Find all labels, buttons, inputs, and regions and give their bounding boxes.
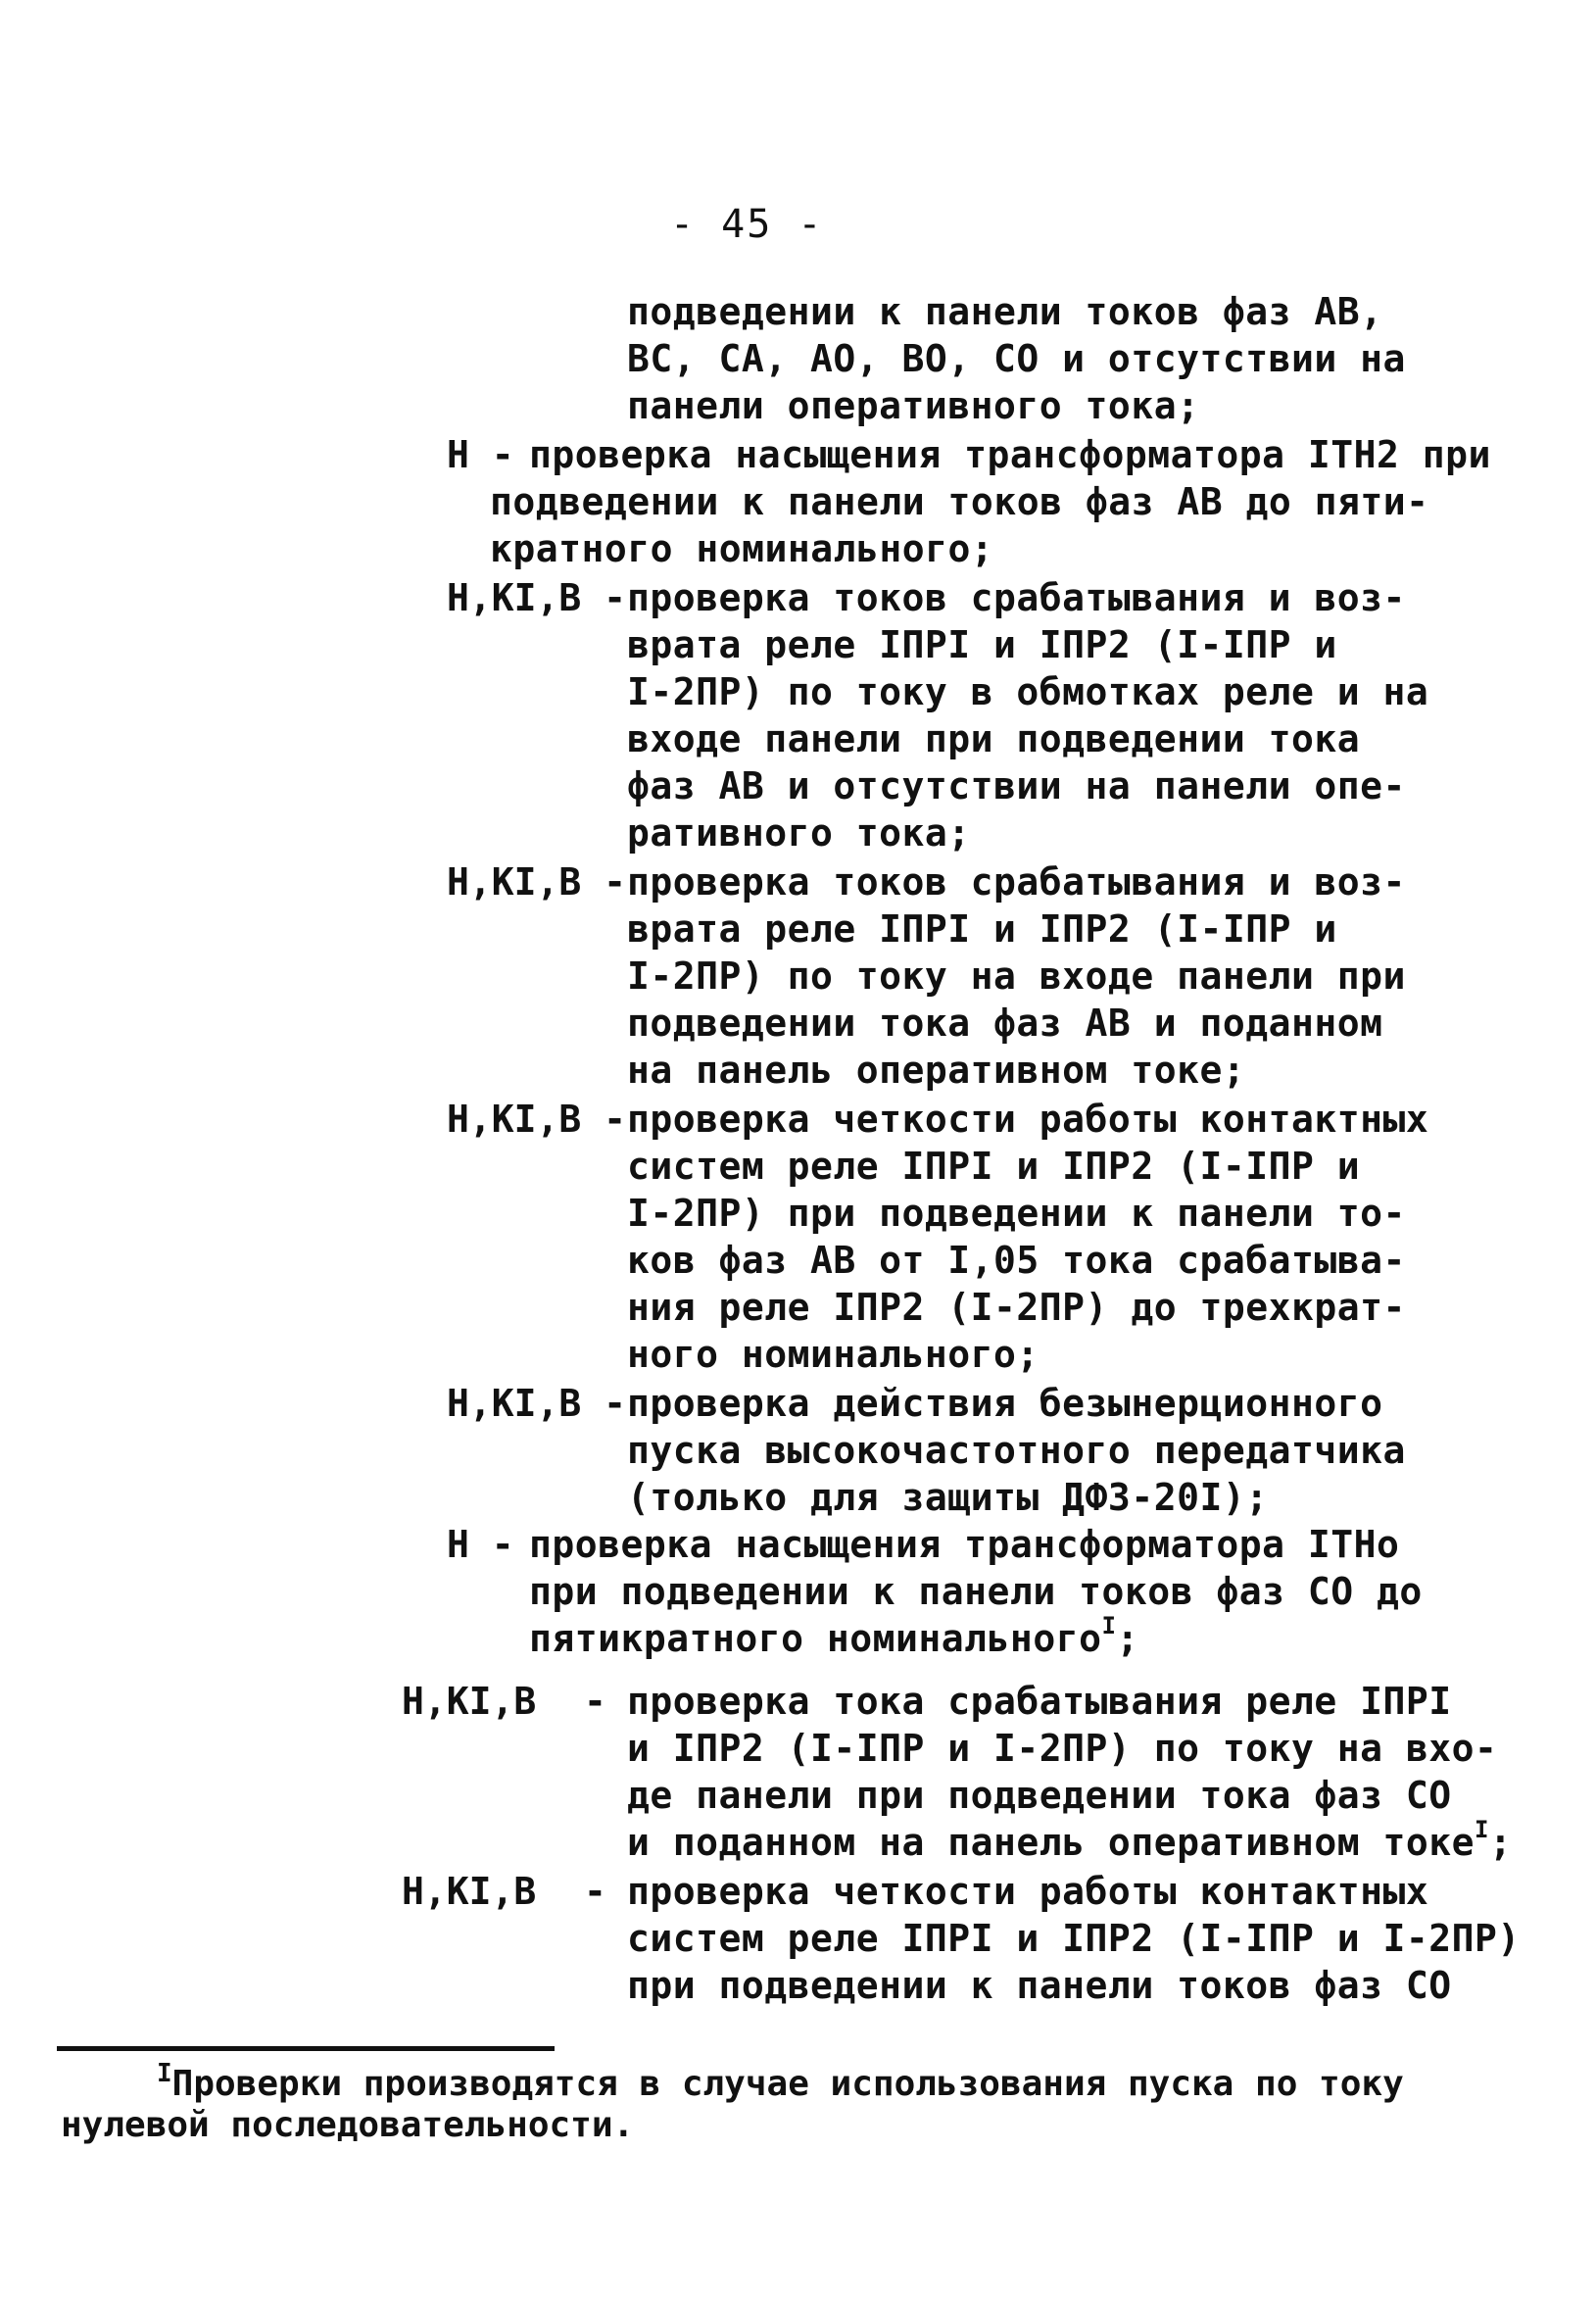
item-line: врата реле ІПРІ и ІПР2 (І-ІПР и bbox=[627, 623, 1337, 666]
item-line: проверка тока срабатывания реле ІПРІ bbox=[627, 1680, 1452, 1723]
continuation-line: панели оперативного тока; bbox=[627, 384, 1200, 427]
item-line: ративного тока; bbox=[627, 811, 971, 855]
item-line: систем реле ІПРІ и ІПР2 (І-ІПР и bbox=[627, 1145, 1361, 1188]
item-line: врата реле ІПРІ и ІПР2 (І-ІПР и bbox=[627, 907, 1337, 951]
item-code: Н,КІ,В bbox=[402, 1680, 537, 1723]
item-line: при подведении к панели токов фаз СО до bbox=[529, 1570, 1423, 1613]
item-code: Н,КІ,В - bbox=[447, 860, 627, 904]
item-line: проверка четкости работы контактных bbox=[627, 1870, 1429, 1913]
item-line: І-2ПР) по току на входе панели при bbox=[627, 954, 1406, 998]
item-line: І-2ПР) по току в обмотках реле и на bbox=[627, 670, 1429, 713]
footnote-reference: І bbox=[1474, 1816, 1489, 1843]
item-line: на панель оперативном токе; bbox=[627, 1049, 1246, 1092]
item-line: проверка токов срабатывания и воз- bbox=[627, 576, 1406, 619]
item-line: ния реле ІПР2 (І-2ПР) до трехкрат- bbox=[627, 1286, 1406, 1329]
item-line-tail: ; bbox=[1116, 1617, 1139, 1660]
item-line: (только для защиты ДФЗ-20І); bbox=[627, 1476, 1269, 1519]
item-code: Н - bbox=[447, 433, 514, 476]
footnote-mark: І bbox=[157, 2059, 172, 2088]
item-line-text: пятикратного номинального bbox=[529, 1617, 1102, 1660]
item-line: подведении к панели токов фаз АВ до пяти- bbox=[490, 480, 1429, 523]
page-number: - 45 - bbox=[670, 202, 824, 247]
item-line: проверка действия безынерционного bbox=[627, 1382, 1383, 1425]
item-code: Н,КІ,В - bbox=[447, 576, 627, 619]
footnote-line: нулевой последовательности. bbox=[61, 2105, 635, 2145]
item-line: проверка четкости работы контактных bbox=[627, 1098, 1429, 1141]
footnote-line bbox=[157, 2059, 1404, 2105]
item-line: кратного номинального; bbox=[490, 527, 994, 570]
item-line-text: и поданном на панель оперативном токе bbox=[627, 1821, 1475, 1864]
footnote-separator bbox=[57, 2046, 555, 2051]
item-line: проверка насыщения трансформатора ІТНо bbox=[529, 1523, 1400, 1566]
footnote-reference: І bbox=[1101, 1612, 1117, 1639]
item-line: проверка насыщения трансформатора ІТН2 при bbox=[529, 433, 1491, 476]
continuation-line: ВС, СА, АО, ВО, СО и отсутствии на bbox=[627, 337, 1406, 380]
item-code: Н,КІ,В - bbox=[447, 1098, 627, 1141]
item-line bbox=[529, 1612, 1139, 1662]
continuation-line: подведении к панели токов фаз АВ, bbox=[627, 290, 1383, 333]
item-dash: - bbox=[584, 1680, 606, 1723]
item-line: фаз АВ и отсутствии на панели опе- bbox=[627, 764, 1406, 807]
item-line: І-2ПР) при подведении к панели то- bbox=[627, 1192, 1406, 1235]
item-line: ков фаз АВ от І,05 тока срабатыва- bbox=[627, 1239, 1406, 1282]
item-line: проверка токов срабатывания и воз- bbox=[627, 860, 1406, 904]
footnote-text: Проверки производятся в случае использования пуска по току bbox=[171, 2064, 1404, 2104]
item-line: пуска высокочастотного передатчика bbox=[627, 1429, 1406, 1472]
item-dash: - bbox=[584, 1870, 606, 1913]
item-line: систем реле ІПРІ и ІПР2 (І-ІПР и І-2ПР) bbox=[627, 1917, 1521, 1960]
item-code: Н - bbox=[447, 1523, 514, 1566]
item-line-tail: ; bbox=[1488, 1821, 1513, 1864]
item-line: при подведении к панели токов фаз СО bbox=[627, 1964, 1452, 2007]
item-line bbox=[627, 1816, 1513, 1866]
item-code: Н,КІ,В - bbox=[447, 1382, 627, 1425]
item-line: подведении тока фаз АВ и поданном bbox=[627, 1002, 1383, 1045]
item-code: Н,КІ,В bbox=[402, 1870, 537, 1913]
item-line: и ІПР2 (І-ІПР и І-2ПР) по току на вхо- bbox=[627, 1727, 1498, 1770]
item-line: входе панели при подведении тока bbox=[627, 717, 1361, 760]
item-line: де панели при подведении тока фаз СО bbox=[627, 1774, 1452, 1817]
item-line: ного номинального; bbox=[627, 1333, 1040, 1376]
